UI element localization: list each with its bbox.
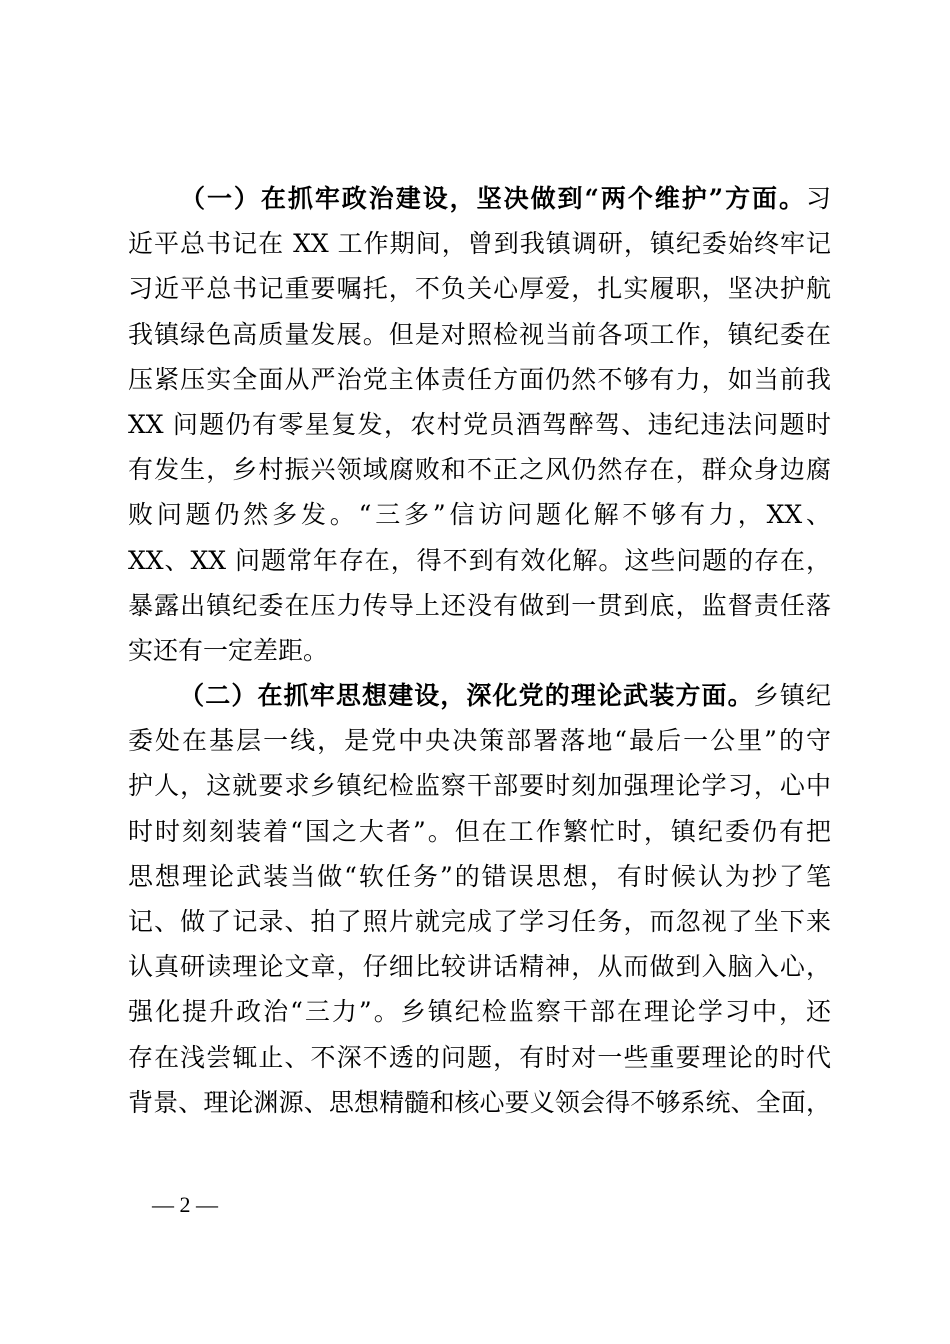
paragraph-1-line: 近平总书记在 XX 工作期间，曾到我镇调研，镇纪委始终牢记 xyxy=(128,229,831,259)
paragraph-2-line: 委处在基层一线，是党中央决策部署落地“最后一公里”的守 xyxy=(128,726,831,756)
paragraph-2-line: 存在浅尝辄止、不深不透的问题，有时对一些重要理论的时代 xyxy=(128,1042,831,1072)
paragraph-2-line: 认真研读理论文章，仔细比较讲话精神，从而做到入脑入心， xyxy=(128,952,831,982)
paragraph-2-line: 强化提升政治“三力”。乡镇纪检监察干部在理论学习中，还 xyxy=(128,997,831,1027)
paragraph-2-line: 思想理论武装当做“软任务”的错误思想，有时候认为抄了笔 xyxy=(128,861,831,891)
section-2-heading: （二）在抓牢思想建设，深化党的理论武装方面。 xyxy=(178,681,754,711)
paragraph-2-line: 时时刻刻装着“国之大者”。但在工作繁忙时，镇纪委仍有把 xyxy=(128,816,831,846)
paragraph-1-line: 习近平总书记重要嘱托，不负关心厚爱，扎实履职，坚决护航 xyxy=(128,274,831,304)
section-1-heading: （一）在抓牢政治建设，坚决做到“两个维护”方面。 xyxy=(178,184,806,213)
paragraph-1-line: 压紧压实全面从严治党主体责任方面仍然不够有力，如当前我 xyxy=(128,364,831,394)
paragraph-2-line: 护人，这就要求乡镇纪检监察干部要时刻加强理论学习，心中 xyxy=(128,771,831,801)
paragraph-2-line: 记、做了记录、拍了照片就完成了学习任务，而忽视了坐下来 xyxy=(128,907,831,936)
paragraph-1-line: 暴露出镇纪委在压力传导上还没有做到一贯到底，监督责任落 xyxy=(128,590,831,620)
paragraph-2-line: 背景、理论渊源、思想精髓和核心要义领会得不够系统、全面， xyxy=(128,1087,831,1117)
paragraph-2-line-1: （二）在抓牢思想建设，深化党的理论武装方面。乡镇纪 xyxy=(178,681,831,711)
paragraph-1-line: 有发生，乡村振兴领域腐败和不正之风仍然存在，群众身边腐 xyxy=(128,455,831,485)
paragraph-1-line: 我镇绿色高质量发展。但是对照检视当前各项工作，镇纪委在 xyxy=(128,319,831,349)
page-number: — 2 — xyxy=(152,1192,218,1217)
paragraph-1-line-1: （一）在抓牢政治建设，坚决做到“两个维护”方面。习 xyxy=(178,184,831,213)
paragraph-1-line: 败问题仍然多发。“三多”信访问题化解不够有力，XX、 xyxy=(128,500,831,530)
document-body xyxy=(128,176,831,1125)
paragraph-1-line: XX 问题仍有零星复发，农村党员酒驾醉驾、违纪违法问题时 xyxy=(128,409,831,439)
paragraph-1-line: 实还有一定差距。 xyxy=(128,635,329,665)
paragraph-1-line: XX、XX 问题常年存在，得不到有效化解。这些问题的存在， xyxy=(128,545,831,575)
